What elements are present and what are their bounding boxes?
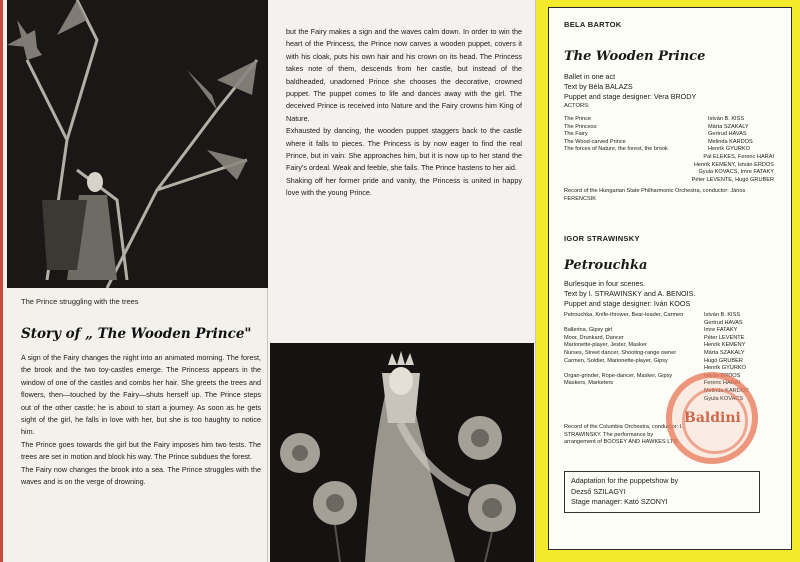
role-name: Petrouchka, Knife-thrower, Bear-leader, Carmen (564, 312, 684, 318)
role-name: Carmen, Soldier, Marionette-player, Gipsy (564, 357, 668, 364)
actor-name: Henrik KEMENY, István ERDOS (693, 161, 774, 168)
programme-panel (536, 0, 800, 562)
record-note: Record of the Columbia Orchestra, conductor: I. STRAWINSKY. The performance by arrangement of BOOSEY AND HAWKES LTD. (564, 424, 683, 445)
composer-name: BELA BARTOK (564, 20, 622, 29)
cast-row (564, 350, 770, 358)
role-name: The Fairy (564, 131, 588, 138)
cast-row (564, 177, 774, 185)
actors-label: ACTORS: (564, 103, 590, 109)
actor-name: Pál ELEKES, Ferenc HARAI (703, 153, 774, 160)
work-title: Petrouchka (564, 258, 648, 273)
actor-name: Gertrud HAVAS (704, 319, 743, 326)
cast-row (564, 154, 774, 162)
adaptation-box (564, 471, 760, 513)
story-paragraph: Exhausted by dancing, the wooden puppet staggers back to the castle where it falls to pieces. The Princess is by now eager to find the real Prince, but in vain. She approaches him, but it is now up to her stand the Fairy's ordeal. Weak and feeble, she fails. The Prince hastens to her aid. (286, 126, 522, 173)
role-name: The forces of Nature, the forest, the brook (564, 146, 668, 153)
cast-row (564, 124, 774, 132)
story-continuation (286, 26, 522, 200)
cast-row (564, 146, 774, 154)
actor-name: Melinda KARDOS (704, 387, 749, 394)
composer-name: IGOR STRAWINSKY (564, 234, 640, 243)
story-title: Story of „ The Wooden Prince" (21, 326, 252, 342)
cast-row (564, 116, 774, 124)
library-stamp (666, 372, 758, 464)
actor-name: Imre FATAKY (704, 327, 738, 334)
adaptation-label: Adaptation for the puppetshow by (571, 476, 679, 485)
role-name: Ballerina, Gipsy girl (564, 327, 613, 334)
story-text (21, 352, 261, 488)
cast-row (564, 312, 770, 320)
actor-name: Henrik GYURKO (704, 365, 746, 372)
story-paragraph: but the Fairy makes a sign and the waves calm down. In order to win the heart of the Princess, the Prince now carves a wooden puppet, covers it with his cloak, puts his own hair and his crown on its head. The Princess takes note of them, descends from her castle, but instead of the baldheaded, unadorned Prince she chooses the decorative, crowned puppet. The puppet comes to life and dances away with the girl. The deceived Prince is received into Nature and the Fairy crowns him King of Nature. (286, 27, 522, 123)
story-paragraph: A sign of the Fairy changes the night into an animated morning. The forest, the brook and the two toy-castles emerge. The Princess appears in the window of one of the castles and combs her hair. She greets the trees and flowers, then—touched by the Fairy—shuts herself up. The Prince steps out of the other castle; he is about to start a journey. As soon as he gets sight of the girl, he falls in love with her, but she is too haughty to notice him. (21, 353, 261, 437)
story-paragraph: The Prince goes towards the girl but the Fairy imposes him two tests. The trees are set in motion and block his way. The Prince subdues the forest. (21, 439, 261, 462)
cast-row (564, 342, 770, 350)
puppet-trees-photo (7, 0, 268, 288)
role-name: Nurses, Street dancer, Shooting-range owner (564, 349, 677, 356)
story-paragraph: Shaking off her former pride and vanity, the Princess is united in happy love with the young Prince. (286, 175, 522, 198)
actor-name: Hugó GRUBER (704, 357, 743, 364)
cast-row (564, 358, 770, 366)
work-subtitle: Burlesque in four scenes. (564, 279, 646, 288)
role-name: Marionette-player, Jester, Masker (564, 342, 647, 349)
cast-row (564, 169, 774, 177)
work-subtitle: Ballet in one act (564, 72, 616, 81)
cast-row (564, 335, 770, 343)
designer-credit: Puppet and stage designer: Iván KOOS (564, 299, 691, 308)
text-credit: Text by Béla BALAZS (564, 82, 633, 91)
actor-name: Henrik KEMENY (704, 342, 746, 349)
stage-manager: Stage manager: Kató SZONYI (571, 497, 668, 506)
cast-row (564, 365, 770, 373)
actor-name: István B. KISS (704, 312, 741, 318)
role-name: The Wood-carved Prince (564, 138, 626, 145)
role-name: Moor, Drunkard, Dancer (564, 334, 624, 341)
work-details (564, 72, 696, 110)
cast-row (564, 162, 774, 170)
actor-name: Péter LEVENTE, Hugó GRUBER (691, 176, 774, 183)
role-name: The Princess (564, 123, 597, 130)
record-note: Record of the Hungarian State Philharmonic Orchestra, conductor: János FERENCSIK (564, 188, 746, 202)
cast-list (564, 116, 774, 184)
actor-name: Melinda KARDOS (708, 138, 753, 145)
text-credit: Text by I. STRAWINSKY and A. BENOIS. (564, 289, 696, 298)
cast-row (564, 139, 774, 147)
actor-name: István ERDOS (704, 372, 741, 379)
left-panel (0, 0, 268, 562)
cast-row (564, 327, 770, 335)
role-name: The Prince (564, 116, 592, 122)
stamp-text: Baldini (684, 410, 741, 426)
actor-name: Péter LEVENTE (704, 334, 745, 341)
photo-caption: The Prince struggling with the trees (21, 297, 139, 306)
role-name: Maskers, Marketers (564, 380, 614, 387)
actor-name: Márta SZAKALY (704, 349, 745, 356)
role-name: Organ-grinder, Rope-dancer, Masker, Gipsy (564, 372, 673, 379)
actor-name: István B. KISS (708, 116, 745, 122)
actor-name: Gyula KOVACS (704, 395, 744, 402)
actor-name: Gertrud HAVAS (708, 131, 747, 138)
middle-panel (268, 0, 536, 562)
work-title: The Wooden Prince (564, 49, 706, 64)
actor-name: Ferenc HARAI (704, 380, 741, 387)
cast-row (564, 131, 774, 139)
actor-name: Gyula KOVACS, Imre FATAKY (698, 169, 774, 176)
cast-row (564, 373, 770, 381)
adapter-name: Dezső SZILAGYI (571, 486, 626, 496)
story-paragraph: The Fairy now changes the brook into a sea. The Prince struggles with the waves and is on the verge of drowning. (21, 464, 261, 487)
designer-credit: Puppet and stage designer: Vera BRODY (564, 92, 697, 101)
work-details (564, 279, 695, 309)
actor-name: Henrik GYURKO (708, 146, 750, 153)
princess-puppet-photo (270, 343, 534, 562)
actor-name: Márta SZAKALY (708, 123, 749, 130)
cast-row (564, 320, 770, 328)
